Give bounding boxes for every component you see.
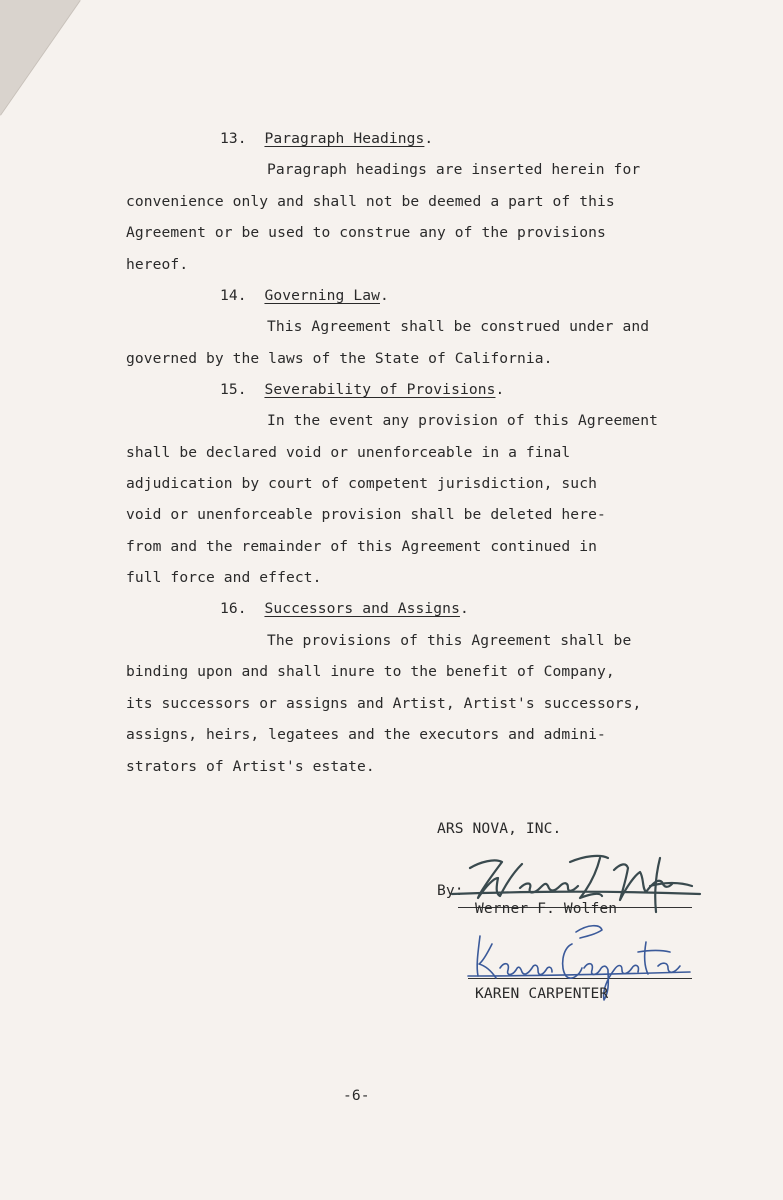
section-13-heading-line	[220, 130, 433, 148]
body-line: governed by the laws of the State of California.	[126, 350, 553, 367]
heading-period: .	[495, 381, 505, 398]
body-line: This Agreement shall be construed under and	[267, 318, 650, 335]
section-15-heading-line	[220, 381, 504, 399]
body-line: hereof.	[126, 256, 189, 273]
body-line: shall be declared void or unenforceable in a final	[126, 444, 571, 461]
body-line: binding upon and shall inure to the benefit of Company,	[126, 663, 615, 680]
section-heading: Paragraph Headings	[264, 130, 425, 147]
signer-2-name: KAREN CARPENTER	[475, 985, 609, 1002]
section-number: 16.	[220, 600, 247, 617]
company-name: ARS NOVA, INC.	[437, 820, 562, 837]
body-line: full force and effect.	[126, 569, 322, 586]
signer-1-name: Werner F. Wolfen	[475, 900, 618, 917]
body-line: The provisions of this Agreement shall be	[267, 632, 632, 649]
section-number: 15.	[220, 381, 247, 398]
section-number: 14.	[220, 287, 247, 304]
body-line: assigns, heirs, legatees and the executors and admini-	[126, 726, 606, 743]
body-line: strators of Artist's estate.	[126, 758, 375, 775]
body-line: its successors or assigns and Artist, Artist's successors,	[126, 695, 642, 712]
page-number: -6-	[343, 1087, 370, 1104]
body-line: from and the remainder of this Agreement continued in	[126, 538, 597, 555]
body-line: Paragraph headings are inserted herein for	[267, 161, 641, 178]
heading-period: .	[459, 600, 469, 617]
body-line: convenience only and shall not be deemed a part of this	[126, 193, 615, 210]
section-16-heading-line	[220, 600, 469, 618]
section-14-heading-line	[220, 287, 389, 305]
body-line: void or unenforceable provision shall be deleted here-	[126, 506, 606, 523]
section-heading: Successors and Assigns	[264, 600, 460, 617]
heading-period: .	[379, 287, 389, 304]
section-heading: Severability of Provisions	[264, 381, 496, 398]
body-line: adjudication by court of competent jurisdiction, such	[126, 475, 597, 492]
by-label: By:	[437, 882, 464, 899]
heading-period: .	[424, 130, 434, 147]
body-line: In the event any provision of this Agreement	[267, 412, 658, 429]
section-number: 13.	[220, 130, 247, 147]
section-heading: Governing Law	[264, 287, 380, 304]
body-line: Agreement or be used to construe any of the provisions	[126, 224, 606, 241]
